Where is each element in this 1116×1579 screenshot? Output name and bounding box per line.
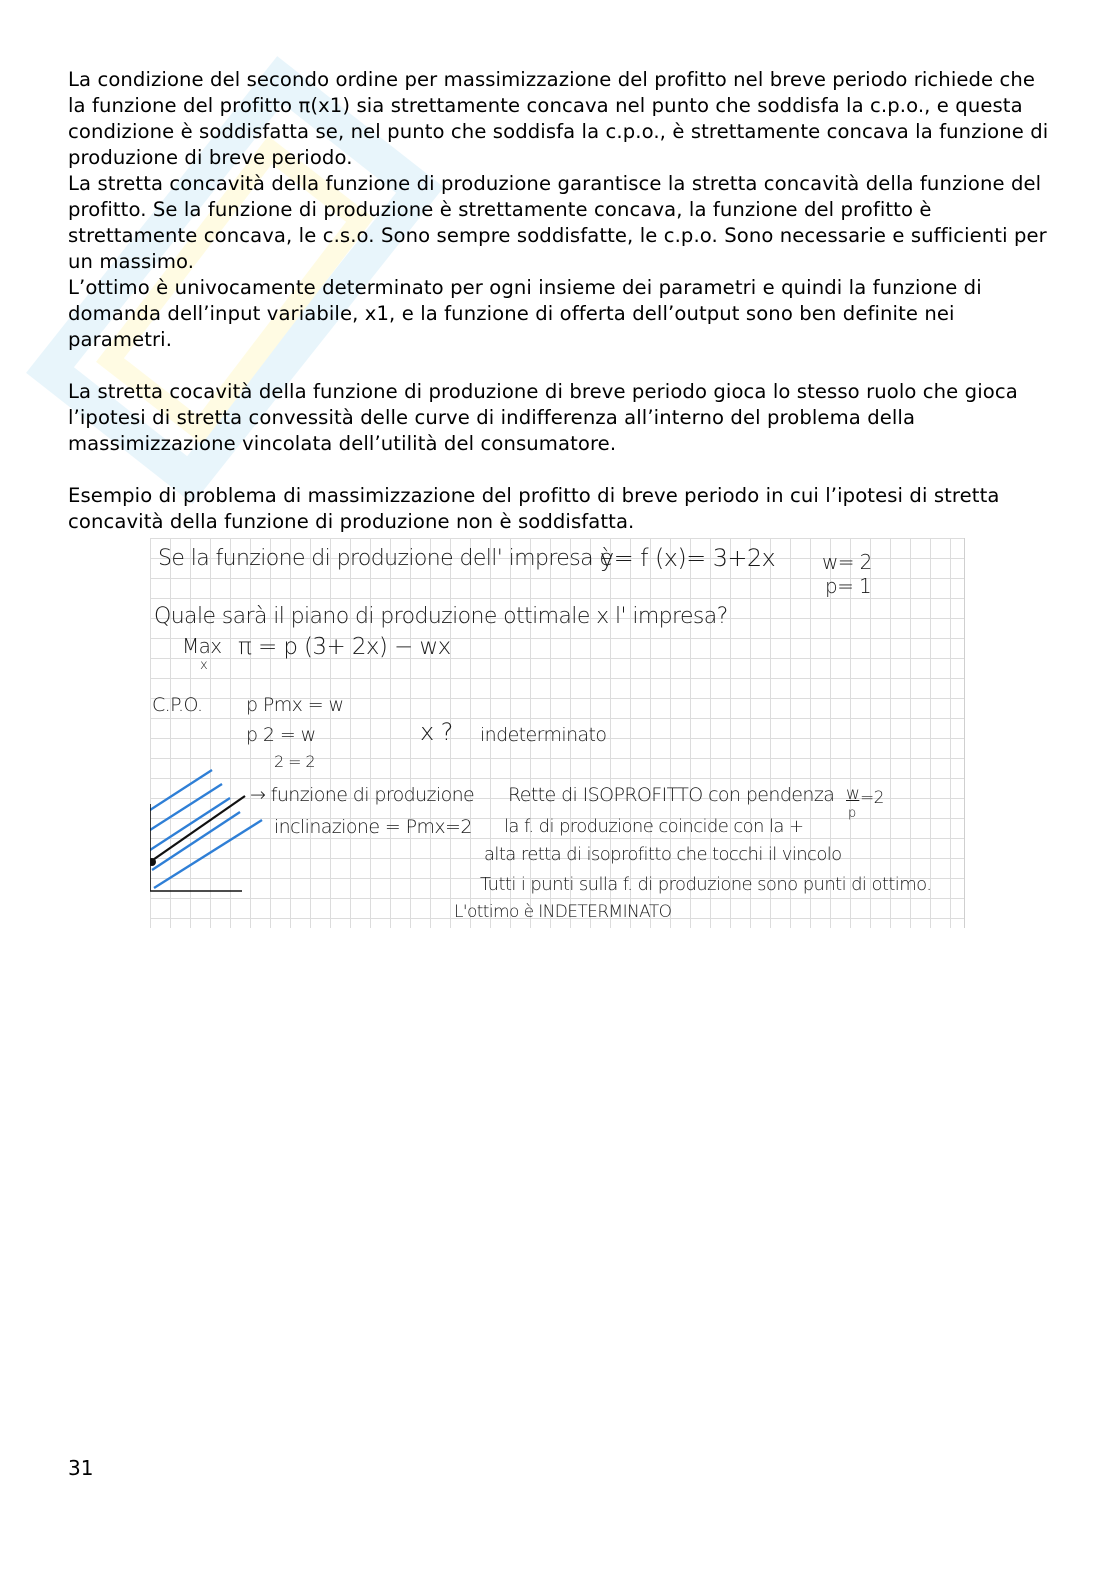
notes-line-intro: Se la funzione di produzione dell' impresa è xyxy=(158,546,613,571)
notes-w-value: w= 2 xyxy=(822,550,872,574)
notes-p-value: p= 1 xyxy=(825,574,872,598)
isoprofit-line xyxy=(150,784,222,830)
notes-inclination: inclinazione = Pmx=2 xyxy=(274,816,472,838)
isoprofit-line xyxy=(150,770,212,810)
notes-max-label: Max xyxy=(182,634,222,658)
paragraph-optimum-unique: L’ottimo è univocamente determinato per ogni insieme dei parametri e quindi la funzione di domanda dell’input variabile, x1, e la funzione di offerta dell’output sono ben definite nei parametri. xyxy=(68,276,982,351)
notes-profit-equation: π = p (3+ 2x) − wx xyxy=(238,634,451,660)
notes-conclusion: L'ottimo è INDETERMINATO xyxy=(454,902,672,922)
notes-cpo-label: C.P.O. xyxy=(152,694,203,716)
isoprofit-line xyxy=(154,820,262,888)
paragraph-role-of-concavity: La stretta cocavità della funzione di produzione di breve periodo gioca lo stesso ruolo che gioca l’ipotesi di stretta convessità delle curve di indifferenza all’interno del problema della massimizzazione vincolata dell’utilità del consumatore. xyxy=(68,380,1018,455)
notes-ratio-value: =2 xyxy=(860,788,884,808)
notes-equation-production: y= f (x)= 3+2x xyxy=(600,544,776,572)
notes-ratio-numerator: w xyxy=(846,784,860,804)
notes-question: Quale sarà il piano di produzione ottimale x l' impresa? xyxy=(154,604,728,629)
notes-cpo-line3: 2 = 2 xyxy=(274,752,315,771)
production-function-line xyxy=(150,796,245,862)
notes-ratio-denominator: p xyxy=(848,806,856,821)
notes-cpo-line1: p Pmx = w xyxy=(246,694,344,716)
page-number: 31 xyxy=(68,1456,94,1480)
paragraph-concavity-guarantee: La stretta concavità della funzione di produzione garantisce la stretta concavità della funzione del profitto. Se la funzione di produzione è strettamente concava, la funzione del profitto è strettamente concava, le c.s.o. Sono sempre soddisfatte, le c.p.o. Sono necessarie e sufficienti per un massimo. xyxy=(68,172,1047,273)
notes-x-question: x ? xyxy=(420,718,453,746)
paragraph-second-order-condition: La condizione del secondo ordine per massimizzazione del profitto nel breve periodo richiede che la funzione del profitto π(x1) sia strettamente concava nel punto che soddisfa la c.p.o., e questa condizione è soddisfatta se, nel punto che soddisfa la c.p.o., è strettamente concava la funzione di produzione di breve periodo. xyxy=(68,68,1049,169)
isoprofit-graph xyxy=(150,538,964,928)
body-text xyxy=(68,67,1058,535)
paragraph-example-intro: Esempio di problema di massimizzazione del profitto di breve periodo in cui l’ipotesi di stretta concavità della funzione di produzione non è soddisfatta. xyxy=(68,484,1000,533)
handwritten-notes-image xyxy=(150,538,965,928)
notes-isoprofit-lines: Rette di ISOPROFITTO con pendenza xyxy=(508,784,835,806)
notes-indeterminate: indeterminato xyxy=(480,724,607,746)
isoprofit-lines xyxy=(150,770,262,888)
notes-cpo-line2: p 2 = w xyxy=(246,724,316,746)
notes-arrow-production-function: → funzione di produzione xyxy=(250,784,475,806)
notes-line-coincide: la f. di produzione coincide con la + xyxy=(504,816,804,837)
notes-line-highest-isoprofit: alta retta di isoprofitto che tocchi il vincolo xyxy=(484,844,842,865)
notes-line-all-points: Tutti i punti sulla f. di produzione sono punti di ottimo. xyxy=(480,874,932,895)
notes-max-subscript: x xyxy=(200,658,208,673)
